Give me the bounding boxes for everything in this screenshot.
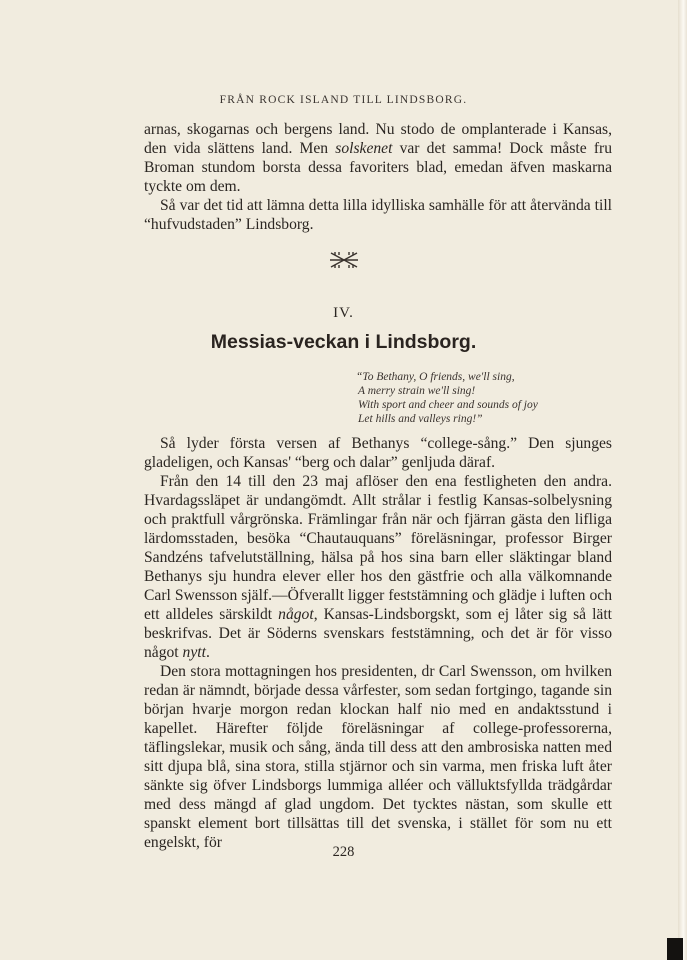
section-ornament <box>0 250 687 275</box>
emphasis-nytt: nytt <box>182 644 206 661</box>
top-text-block <box>144 120 612 234</box>
epigraph-line: “To Bethany, O friends, we'll sing, <box>356 371 515 383</box>
chapter-title: Messias-veckan i Lindsborg. <box>210 331 477 353</box>
page-edge <box>678 0 687 960</box>
emphasis-nagot: något <box>278 606 314 623</box>
epigraph-line: A merry strain we'll sing! <box>358 385 476 397</box>
paragraph-leave-town: Så var det tid att lämna detta lilla idylliska samhälle för att återvända till “hufvudstaden” Lindsborg. <box>144 197 612 233</box>
epigraph-line: With sport and cheer and sounds of joy <box>358 399 538 411</box>
emphasis-solskenet: solskenet <box>335 140 393 157</box>
paragraph-college-song: Så lyder första versen af Bethanys “college-sång.” Den sjunges gladeligen, och Kansas' “berg och dalar” genljuda däraf. <box>144 435 612 471</box>
ornament-icon <box>327 250 361 270</box>
paragraph-festivities: Från den 14 till den 23 maj aflöser den ena festligheten den andra. Hvardagssläpet är undangömdt. Allt strålar i festlig Kansas-solbelysning och praktfull vårgrönska. Främlingar från när och fjärran gästa den lifliga lärdomsstaden, besöka “Chautauquans” föreläsningar, professor Birger Sandzéns tafvelutställning, hälsa på hos sina barn eller släktingar bland Bethanys sju hundra elever eller hos den gästfrie och alla välkomnande Carl Swensson själf.—Öfverallt ligger feststämning och glädje i luften och ett alldeles särskildt något, Kansas-Lindsborgskt, som ej låter sig så lätt beskrifvas. Det är Söderns svenskars feststämning, och det är för visso något nytt. <box>144 473 613 661</box>
page-number: 228 <box>332 844 355 860</box>
epigraph <box>356 370 656 426</box>
main-text-block <box>144 434 612 852</box>
running-header: FRÅN ROCK ISLAND TILL LINDSBORG. <box>219 94 468 106</box>
chapter-number: IV. <box>333 305 354 321</box>
scan-corner-mark <box>667 938 683 960</box>
paragraph-continued: arnas, skogarnas och bergens land. Nu stodo de omplanterade i Kansas, den vida slättens land. Men solskenet var det samma! Dock måste fru Broman stundom borsta dessa favoriters blad, emedan äfven maskarna tyckte om dem. <box>144 121 613 195</box>
epigraph-line: Let hills and valleys ring!” <box>358 413 483 425</box>
paragraph-reception: Den stora mottagningen hos presidenten, dr Carl Swensson, om hvilken redan är nämndt, började dessa vårfester, som sedan fortgingo, tagande sin början hvarje morgon redan klockan half nio med en andaktsstund i kapellet. Härefter följde föreläsningar af college-professorerna, täflingslekar, musik och sång, ända till dess att den ambrosiska natten med sitt djupa blå, sina stora, stilla stjärnor och sin varma, men friska luft åter sänkte sig öfver Lindsborgs lummiga alléer och välluktsfyllda trädgårdar med dess mängd af glad ungdom. Det tycktes nästan, som skulle ett spanskt element bort tillsättas till det svenska, i stället för som nu ett engelskt, för <box>144 663 612 851</box>
